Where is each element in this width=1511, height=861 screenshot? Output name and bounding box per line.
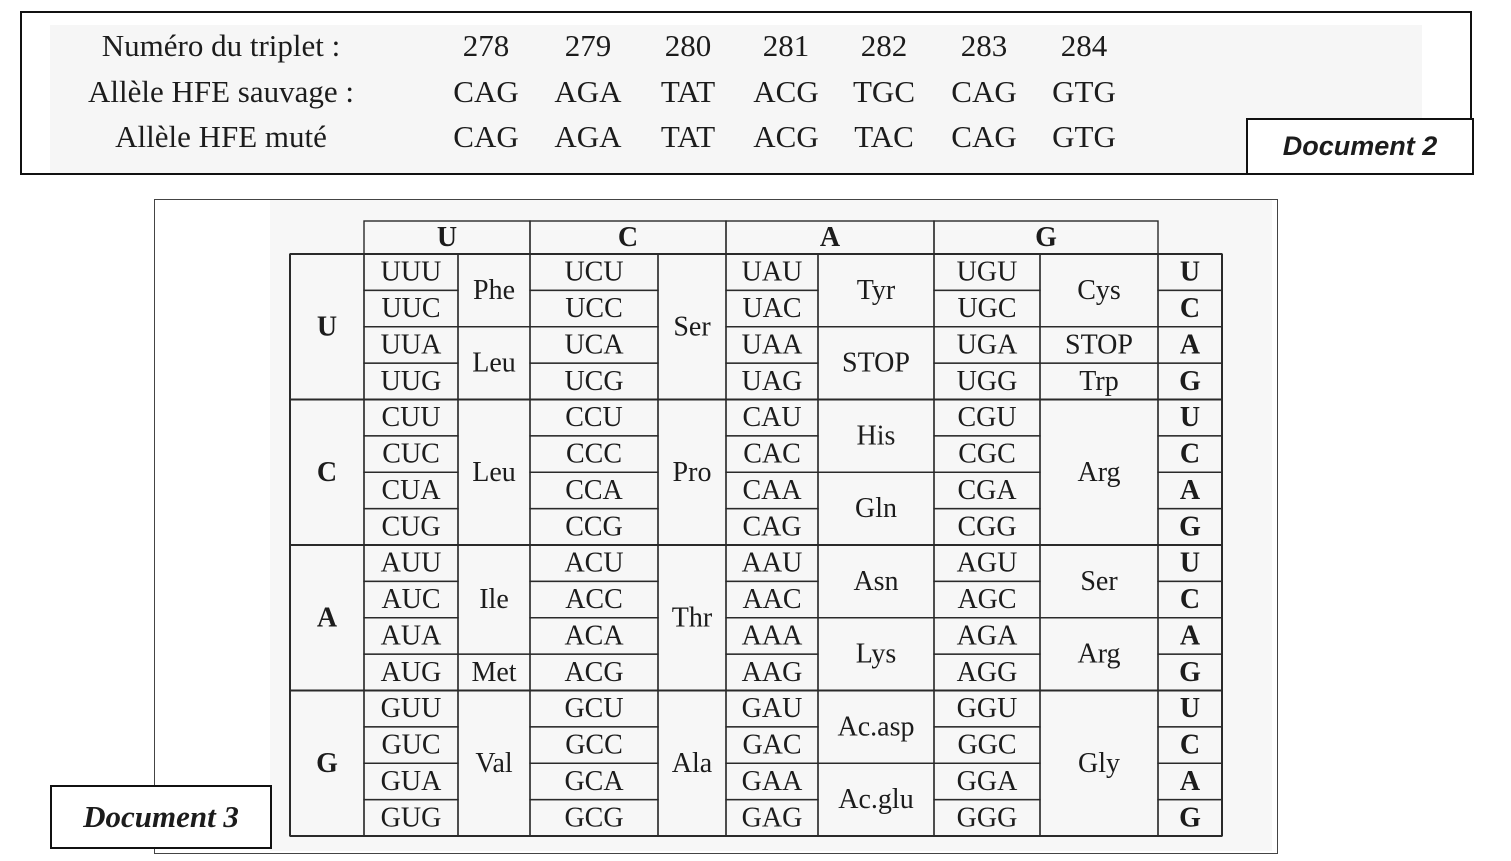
third-letter: C [1179,729,1201,761]
doc2-row-label: Numéro du triplet : [101,28,341,63]
codon: GUU [380,693,442,725]
document-3-label: Document 3 [50,785,272,849]
codon: AGC [957,584,1017,616]
codon: ACG [564,656,624,688]
amino-acid: Tyr [856,274,896,306]
codon: UCU [564,256,624,288]
codon: UCA [564,329,624,361]
codon: CCA [565,474,623,506]
codon: GUA [380,765,442,797]
codon: UGU [956,256,1018,288]
codon: CCG [565,511,623,543]
amino-acid: His [856,420,896,452]
third-letter: A [1179,329,1201,361]
codon: CAC [743,438,801,470]
codon: GCU [564,693,624,725]
amino-acid: Ac.asp [837,711,915,743]
codon: AGA [956,620,1018,652]
doc2-triplet: CAG [453,74,519,109]
document-2-label: Document 2 [1246,118,1474,175]
amino-acid: Arg [1077,638,1121,670]
codon: UUG [380,365,442,397]
codon: ACU [564,547,624,579]
amino-acid: Leu [472,456,516,488]
codon: CCC [565,438,623,470]
doc2-triplet: ACG [753,74,819,109]
amino-acid: Met [471,656,517,688]
codon: UUA [380,329,442,361]
third-letter: A [1179,765,1201,797]
first-letter-A: A [316,602,338,634]
codon: UUC [381,293,441,325]
doc2-triplet: AGA [554,119,622,154]
doc2-triplet: CAG [951,119,1017,154]
codon: UGA [956,329,1018,361]
codon: UGC [957,293,1017,325]
doc2-triplet: CAG [951,74,1017,109]
doc2-triplet: GTG [1052,74,1116,109]
doc2-triplet: TAC [854,119,914,154]
doc2-triplet: CAG [453,119,519,154]
doc2-triplet: TAT [660,119,716,154]
first-letter-G: G [316,747,338,779]
codon: CAU [742,402,802,434]
doc2-triplet: 282 [860,28,908,63]
second-letter-G: G [1035,222,1057,253]
codon: CUA [381,474,441,506]
first-letter-C: C [316,456,338,488]
amino-acid: STOP [842,347,910,379]
codon: CUG [381,511,441,543]
doc2-row-label: Allèle HFE muté [115,119,327,154]
amino-acid: Ala [671,747,713,779]
codon: GGG [956,802,1018,834]
amino-acid: Trp [1079,365,1119,397]
third-letter: G [1179,802,1201,834]
third-letter: G [1179,656,1201,688]
doc2-triplet: TAT [660,74,716,109]
doc2-triplet: ACG [753,119,819,154]
third-letter: U [1179,547,1201,579]
doc2-triplet: 278 [462,28,510,63]
codon: GCC [565,729,623,761]
doc2-triplet: GTG [1052,119,1116,154]
third-letter: U [1179,402,1201,434]
codon: GGC [957,729,1017,761]
doc2-triplet: 281 [762,28,810,63]
first-letter-U: U [316,311,338,343]
doc2-row-label: Allèle HFE sauvage : [87,74,354,109]
amino-acid: Ser [1080,565,1118,597]
codon: AUU [380,547,442,579]
codon: UAG [741,365,803,397]
amino-acid: Ser [673,311,711,343]
third-letter: U [1179,256,1201,288]
amino-acid: Leu [472,347,516,379]
codon: UAA [741,329,803,361]
second-letter-U: U [436,222,458,253]
amino-acid: Pro [672,456,712,488]
doc2-triplet: 279 [564,28,612,63]
codon: GAU [741,693,803,725]
codon: AUA [380,620,442,652]
amino-acid: Ac.glu [838,784,914,816]
codon: CAA [742,474,802,506]
codon: AUG [380,656,442,688]
codon: UAU [741,256,803,288]
codon: UAC [742,293,802,325]
amino-acid: Gln [855,493,897,525]
codon: CGC [958,438,1016,470]
codon: UGG [956,365,1018,397]
codon: CGU [957,402,1017,434]
codon: GGU [956,693,1018,725]
amino-acid: Gly [1078,747,1120,779]
codon: AGG [956,656,1018,688]
codon: GAC [742,729,802,761]
amino-acid: Thr [671,602,713,634]
amino-acid: Val [475,747,513,779]
codon: GUC [381,729,441,761]
codon: AAC [742,584,802,616]
codon: GCG [564,802,624,834]
codon: UCC [565,293,623,325]
codon: UUU [380,256,442,288]
codon: AAU [741,547,803,579]
amino-acid: Phe [473,274,515,306]
codon: CUU [381,402,441,434]
amino-acid: Asn [853,565,899,597]
codon: GAA [741,765,803,797]
third-letter: A [1179,620,1201,652]
third-letter: A [1179,474,1201,506]
codon: ACA [564,620,624,652]
amino-acid: STOP [1065,329,1133,361]
amino-acid: Ile [479,584,509,616]
amino-acid: Arg [1077,456,1121,488]
codon: AAA [741,620,803,652]
codon: CGG [957,511,1017,543]
codon: AAG [741,656,803,688]
doc2-triplet: AGA [554,74,622,109]
codon: GUG [380,802,442,834]
doc2-triplet: 284 [1060,28,1108,63]
codon: ACC [565,584,623,616]
third-letter: G [1179,365,1201,397]
doc2-triplet: 283 [960,28,1008,63]
codon: GAG [741,802,803,834]
codon: AGU [956,547,1018,579]
third-letter: C [1179,438,1201,470]
second-letter-A: A [819,222,841,253]
third-letter: C [1179,293,1201,325]
codon: CGA [957,474,1017,506]
third-letter: U [1179,693,1201,725]
second-letter-C: C [617,222,639,253]
codon: GCA [564,765,624,797]
codon: CUC [382,438,440,470]
codon: CAG [742,511,802,543]
third-letter: C [1179,584,1201,616]
amino-acid: Lys [855,638,897,670]
codon: CCU [565,402,623,434]
codon: AUC [381,584,441,616]
doc2-triplet: 280 [664,28,712,63]
codon: UCG [564,365,624,397]
amino-acid: Cys [1077,274,1121,306]
third-letter: G [1179,511,1201,543]
doc2-triplet: TGC [853,74,915,109]
codon: GGA [956,765,1018,797]
